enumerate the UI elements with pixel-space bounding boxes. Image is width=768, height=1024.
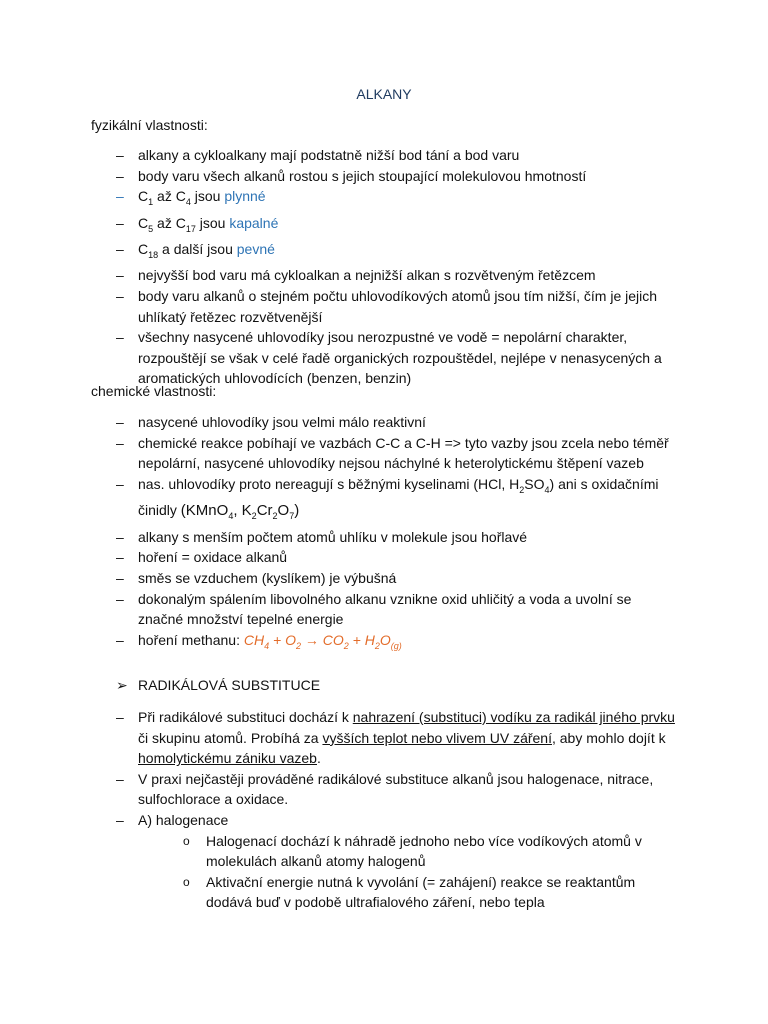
list-item: – $C_5$ až $C_{17}$ jsou kapalné (116, 214, 279, 234)
list-item: – alkany a cykloalkany mají podstatně nižší bod tání a bod varu (116, 147, 520, 163)
chemical-list (116, 412, 676, 656)
list-item: – $C_{18}$ a další jsou pevné (116, 240, 275, 260)
methane-equation: $CH_4 + O_2 \to CO_2 + H_2O_{(g)}$ (243, 631, 402, 651)
list-item: – A) halogenace o Halogenací dochází k náhradě jednoho nebo více vodíkových atomů v molekulách alkanů atomy halogenů o Aktivační energie nutná k vyvolání (= zahájení) reakce se reaktantům dodává buď v podobě ultrafialového záření, nebo tepla (116, 810, 676, 913)
list-item: – směs se vzduchem (kyslíkem) je výbušná (116, 569, 397, 586)
list-item: – všechny nasycené uhlovodíky jsou nerozpustné ve vodě = nepolární charakter, rozpouštějí se však v celé řadě organických rozpouštědel, nejlépe v nenasycených a aromatických uhlovodících (benzen, benzin) (116, 329, 662, 387)
sub-list-item: o Aktivační energie nutná k vyvolání (= zahájení) reakce se reaktantům dodává buď v podobě ultrafialového záření, nebo tepla (183, 873, 636, 911)
chemical-heading: chemické vlastnosti: (91, 383, 217, 399)
physical-heading: fyzikální vlastnosti: (91, 117, 208, 133)
list-item: – nas. uhlovodíky proto nereagují s běžnými kyselinami (HCl, $H_2SO_4$) ani s oxidačními činidly (KMnO$_4$, $K_2Cr_2O_7$) (116, 475, 659, 522)
list-item: – nejvyšší bod varu má cykloalkan a nejnižší alkan s rozvětveným řetězcem (116, 267, 596, 284)
list-item: – Při radikálové substituci dochází k nahrazení (substituci) vodíku za radikál jiného prvku či skupinu atomů. Probíhá za vyšších teplot nebo vlivem UV záření, aby mohlo dojít k homolytickému zániku vazeb. (116, 709, 675, 767)
sub-list-item: o Halogenací dochází k náhradě jednoho nebo více vodíkových atomů v molekulách alkanů atomy halogenů (183, 832, 642, 870)
list-item: – chemické reakce pobíhají ve vazbách C-C a C-H => tyto vazby jsou zcela nebo téměř nepolární, nasycené uhlovodíky nejsou náchylné k heterolytickému štěpení vazeb (116, 434, 669, 472)
list-item: – dokonalým spálením libovolného alkanu vznikne oxid uhličitý a voda a uvolní se značné množství tepelné energie (116, 590, 632, 628)
page-title: ALKANY (356, 86, 412, 102)
list-item: – body varu všech alkanů rostou s jejich stoupající molekulovou hmotností (116, 167, 587, 184)
arrow-bullet-icon: ➢ (116, 677, 128, 693)
list-item: – V praxi nejčastěji prováděné radikálové substituce alkanů jsou halogenace, nitrace, sulfochlorace a oxidace. (116, 770, 654, 808)
list-item: – nasycené uhlovodíky jsou velmi málo reaktivní (116, 414, 426, 430)
list-item: – hoření = oxidace alkanů (116, 549, 288, 566)
radical-heading: ➢ RADIKÁLOVÁ SUBSTITUCE (116, 677, 321, 693)
list-item: – alkany s menším počtem atomů uhlíku v molekule jsou hořlavé (116, 528, 528, 545)
list-item: – hoření methanu: $CH_4 + O_2 \to CO_2 + H_2O_{(g)}$ (116, 631, 402, 651)
halogenation-sublist (138, 831, 676, 913)
list-item: – body varu alkanů o stejném počtu uhlovodíkových atomů jsou tím nižší, čím je jejich uhlíkatý řetězec rozvětvenější (116, 287, 658, 325)
radical-list (116, 707, 676, 913)
physical-list (116, 145, 676, 389)
list-item: – $C_1$ až $C_4$ jsou plynné (116, 188, 266, 207)
